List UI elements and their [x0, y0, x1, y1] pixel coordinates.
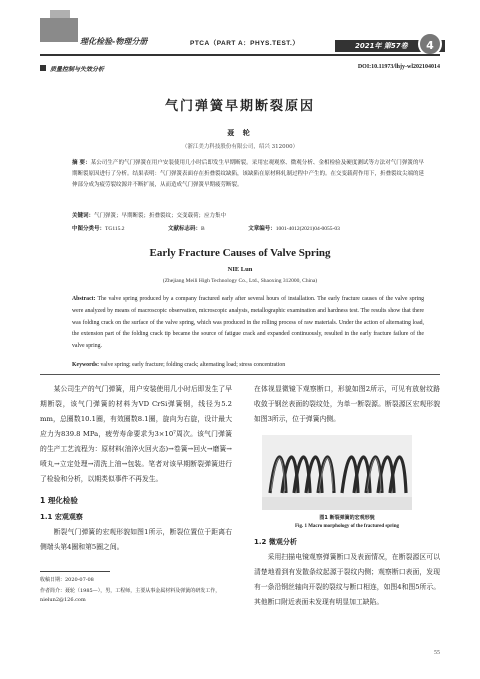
- article-no-label: 文章编号：: [248, 226, 276, 232]
- body-right-lower: [254, 535, 440, 610]
- figure-1-caption-en: Fig. 1 Macro morphology of the fractured spring: [295, 524, 399, 529]
- keywords-en-label: Keywords:: [72, 362, 100, 368]
- section-divider: [40, 374, 440, 375]
- doc-code-value: B: [201, 226, 205, 232]
- keywords-cn-label: 关键词：: [72, 213, 95, 219]
- section-heading-1: 1 理化检验: [40, 496, 78, 505]
- footnote-received: 收稿日期：2020-07-08: [40, 577, 94, 583]
- doi: DOI:10.11973/lhjy-wl202104014: [357, 64, 440, 70]
- journal-header: [0, 0, 480, 60]
- abstract-en-text: The valve spring produced by a company fractured early after several hours of installation. The early fracture causes of the valve spring were analyzed by means of macroscopic observation, microscopic analysis, metallographic examination and hardness test. The results show that there was folding crack on the surface of the valve spring, which was produced in the rolling process of raw materials. Under the action of alternating load, the extension part of the folding crack tip became the source of fatigue crack and expanded continuously, resulted in the early fracture failure of the valve spring.: [72, 296, 424, 350]
- intro-paragraph: 某公司生产的气门弹簧，用户安装使用几小时后即发生了早期断裂，该气门弹簧的材料为VD CrSi弹簧钢，线径为5.2 mm，总圈数10.1圈，有效圈数8.1圈，旋向为右旋，设计最大应力为839.8 MPa，疲劳寿命要求为3×10⁷周次。该气门弹簧的生产工艺流程为：原材料(油淬火回火态)→卷簧→回火→磨簧→喷丸→立定处理→清洗上油→包装。笔者对该早期断裂弹簧进行了检验和分析，以期类似事件不再发生。: [40, 385, 232, 483]
- clc-label: 中图分类号：: [72, 226, 106, 232]
- journal-logo: [40, 18, 78, 42]
- abstract-cn-text: 某公司生产的气门弹簧在用户安装使用几小时后即发生早期断裂。采用宏观观察、微观分析、金相检验及硬度测试等方法对气门弹簧的早期断裂原因进行了分析。结果表明：气门弹簧表面存在折叠裂纹缺陷，该缺陷在原材料轧制过程中产生的。在交变载荷作用下，折叠裂纹尖端的延伸部分成为疲劳裂纹源并不断扩展，从而造成气门弹簧早期疲劳断裂。: [72, 160, 425, 188]
- body-right-paragraph-1: 在体视显微镜下观察断口，形貌如图2所示，可见有放射纹路收敛于钢丝表面的裂纹处，为单一断裂源。断裂源区宏观形貌如图3所示，位于弹簧内侧。: [254, 385, 440, 423]
- page-number: 55: [434, 650, 440, 656]
- abstract-cn-label: 摘 要：: [72, 160, 91, 166]
- figure-1-caption-cn: 图1 断裂弹簧的宏观形貌: [319, 515, 375, 521]
- keywords-en: [72, 362, 424, 368]
- column-label: 质量控制与失效分析: [50, 66, 105, 73]
- keywords-cn: [72, 211, 424, 219]
- body-left-column: [40, 382, 232, 555]
- header-rule: [40, 54, 440, 56]
- paragraph-1-1: 断裂气门弹簧的宏观形貌如图1所示，断裂位置位于距离右侧端头第4圈和第5圈之间。: [40, 528, 232, 551]
- footnote-author: 作者简介：聂轮（1985—），男，工程师，主要从事金属材料及弹簧的研发工作，nielun2@126.com: [40, 588, 221, 603]
- paragraph-1-2: 采用扫描电镜观察弹簧断口及表面情况，在断裂源区可以清楚地看到有发散条纹起源于裂纹内侧；观察断口表面，发现有一条沿钢丝轴向开裂的裂纹与断口相连，如图4和图5所示。其他断口附近表面未发现有明显加工缺陷。: [254, 553, 440, 606]
- classification-line: [72, 224, 340, 232]
- abstract-en: [72, 294, 424, 353]
- affiliation-en: (Zhejiang Meili High Technology Co., Ltd., Shaoxing 312000, China): [162, 278, 318, 284]
- affiliation-cn: （浙江美力科技股份有限公司，绍兴 312000）: [181, 144, 299, 150]
- subsection-heading-1-1: 1.1 宏观观察: [40, 513, 83, 521]
- keywords-en-text: valve spring; early fracture; folding crack; alternating load; stress concentration: [100, 362, 286, 368]
- column-marker-icon: [40, 65, 46, 71]
- doc-code-label: 文献标志码：: [168, 226, 202, 232]
- author-en: NIE Lun: [227, 266, 253, 273]
- clc-value: TG115.2: [105, 226, 125, 232]
- fractured-spring-photo: [262, 435, 412, 510]
- article-title-en: Early Fracture Causes of Valve Spring: [149, 247, 331, 259]
- article-title-cn: 气门弹簧早期断裂原因: [164, 99, 315, 114]
- author-cn: 聂 轮: [227, 129, 253, 137]
- year-volume-bar: 2021年 第57卷: [335, 40, 445, 52]
- article-no-value: 1001-4012(2021)04-0055-03: [275, 226, 340, 232]
- journal-logo-text: 理化检验-物理分册: [80, 37, 148, 46]
- issue-number-badge: 4: [418, 32, 442, 56]
- keywords-cn-text: 气门弹簧；早期断裂；折叠裂纹；交变载荷；应力集中: [94, 213, 227, 219]
- subsection-heading-1-2: 1.2 微观分析: [254, 538, 297, 546]
- abstract-en-label: Abstract:: [72, 296, 96, 302]
- footnote-rule: [40, 571, 110, 572]
- abstract-cn: [72, 158, 424, 191]
- journal-name: PTCA（PART A：PHYS.TEST.）: [190, 40, 300, 47]
